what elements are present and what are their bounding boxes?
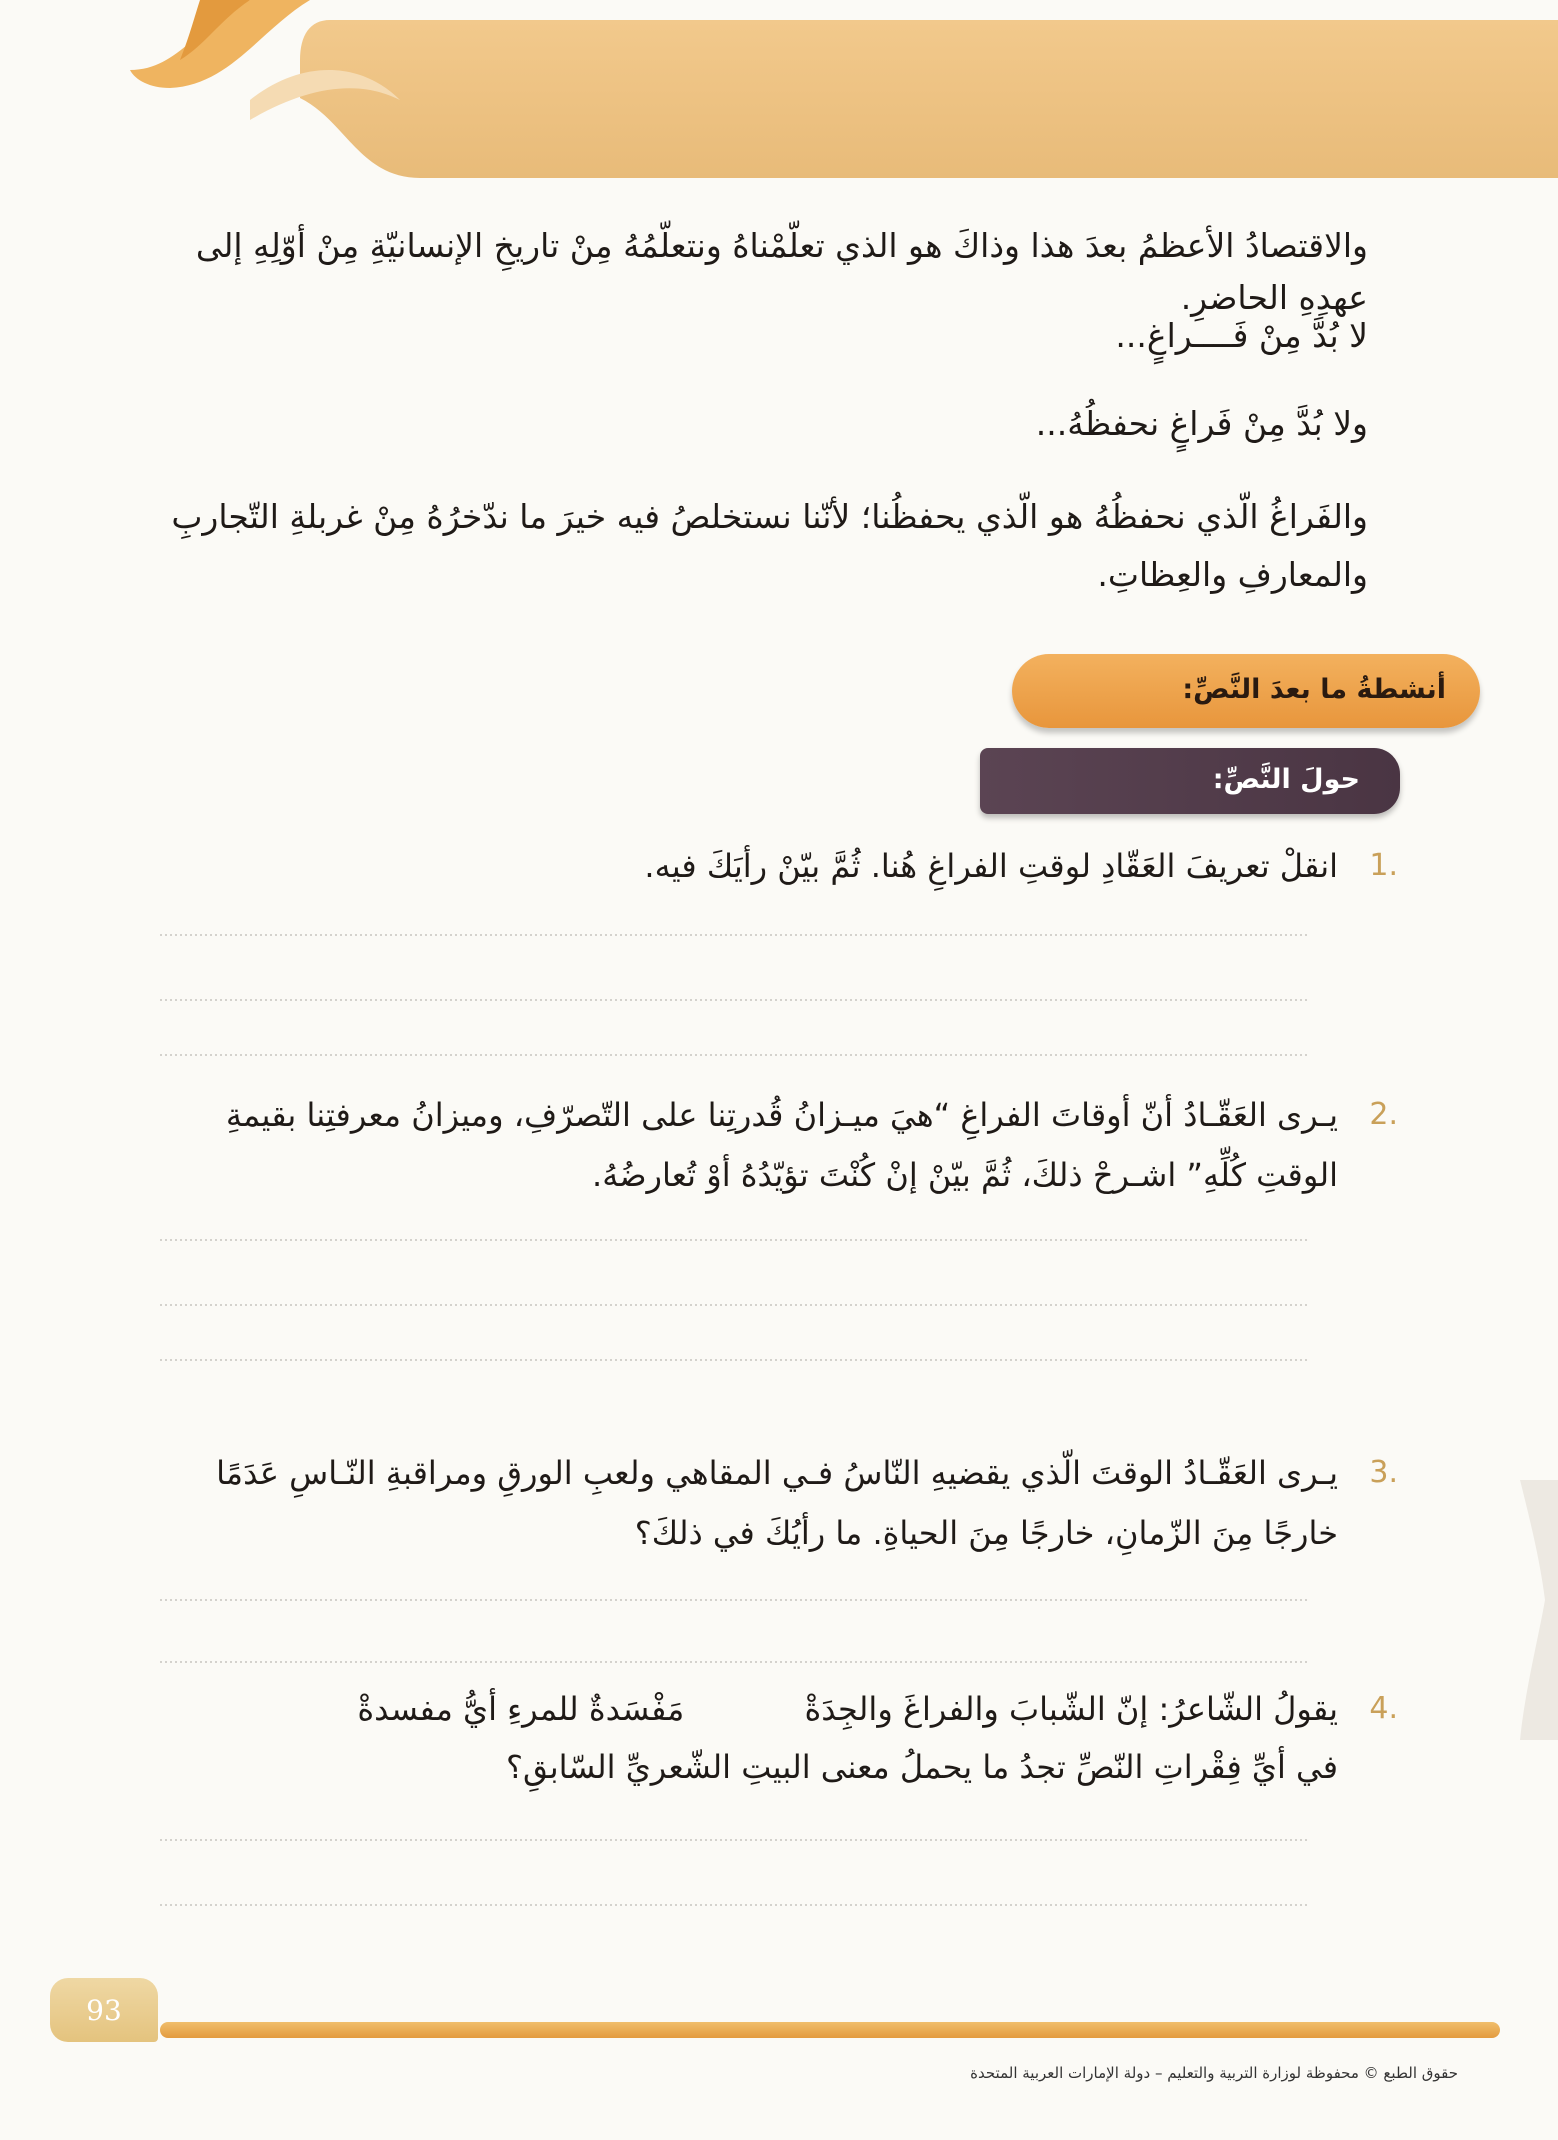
header-band: [300, 20, 1558, 178]
poetry-verse: [168, 1680, 1338, 1738]
body-paragraph: والفَراغُ الّذي نحفظُهُ هو الّذي يحفظُنا؛ لأنّنا نستخلصُ فيه خيرَ ما ندّخرُهُ مِنْ غربلةِ التّجاربِ والمعارفِ والعِظاتِ.: [171, 497, 1368, 594]
page-number-badge: [50, 1978, 158, 2042]
torn-edge: [1520, 1480, 1558, 1740]
question-text: في أيِّ فِقْراتِ النّصِّ تجدُ ما يحملُ معنى البيتِ الشّعريِّ السّابقِ؟: [506, 1748, 1338, 1786]
question-number: .4: [1369, 1691, 1398, 1726]
verse-first-hemistich: إنّ الشّبابَ والفراغَ والجِدَةْ: [804, 1690, 1149, 1728]
body-line: لا بُدَّ مِنْ فَــــراغٍ...: [1115, 316, 1368, 355]
body-paragraph: والاقتصادُ الأعظمُ بعدَ هذا وذاكَ هو الذي تعلّمْناهُ ونتعلّمُهُ مِنْ تاريخِ الإنسانيّةِ مِنْ أوّلِهِ إلى عهدِهِ الحاضرِ.: [195, 226, 1368, 317]
subsection-banner-label: حولَ النَّصِّ:: [1212, 764, 1360, 795]
verse-intro: يقولُ الشّاعرُ:: [1158, 1690, 1338, 1728]
copyright-notice: حقوق الطبع © محفوظة لوزارة التربية والتعليم – دولة الإمارات العربية المتحدة: [970, 2064, 1458, 2082]
question-text: يـرى العَقّـادُ الوقتَ الّذي يقضيهِ النّاسُ فـي المقاهي ولعبِ الورقِ ومراقبةِ النّـاسِ عَدَمًا خارجًا مِنَ الزّمانِ، خارجًا مِنَ الحياةِ. ما رأيُكَ في ذلكَ؟: [216, 1454, 1338, 1552]
question-text: انقلْ تعريفَ العَقّادِ لوقتِ الفراغِ هُنا. ثُمَّ بيّنْ رأيَكَ فيه.: [644, 847, 1338, 885]
footer-bar: [160, 2022, 1500, 2038]
section-banner-label: أنشطةُ ما بعدَ النَّصِّ:: [1182, 674, 1446, 705]
body-line: ولا بُدَّ مِنْ فَراغٍ نحفظُهُ...: [1035, 404, 1368, 443]
question-number: .1: [1369, 848, 1398, 883]
page-number: 93: [86, 1994, 122, 2027]
question-4: [168, 1680, 1398, 1796]
question-2: [168, 1085, 1398, 1205]
question-1: [168, 838, 1398, 894]
question-number: .3: [1369, 1455, 1398, 1490]
section-banner: [1012, 654, 1480, 728]
question-3: [168, 1443, 1398, 1563]
question-number: .2: [1369, 1097, 1398, 1132]
subsection-banner: [980, 748, 1400, 814]
verse-second-hemistich: مَفْسَدةٌ للمرءِ أيُّ مفسدةْ: [357, 1690, 685, 1728]
question-text: يـرى العَقّـادُ أنّ أوقاتَ الفراغِ “هيَ ميـزانُ قُدرتِنا على التّصرّفِ، وميزانُ معرفتِنا بقيمةِ الوقتِ كُلِّهِ” اشـرحْ ذلكَ، ثُمَّ بيّنْ إنْ كُنْتَ تؤيّدُهُ أوْ تُعارضُهُ.: [225, 1096, 1338, 1194]
